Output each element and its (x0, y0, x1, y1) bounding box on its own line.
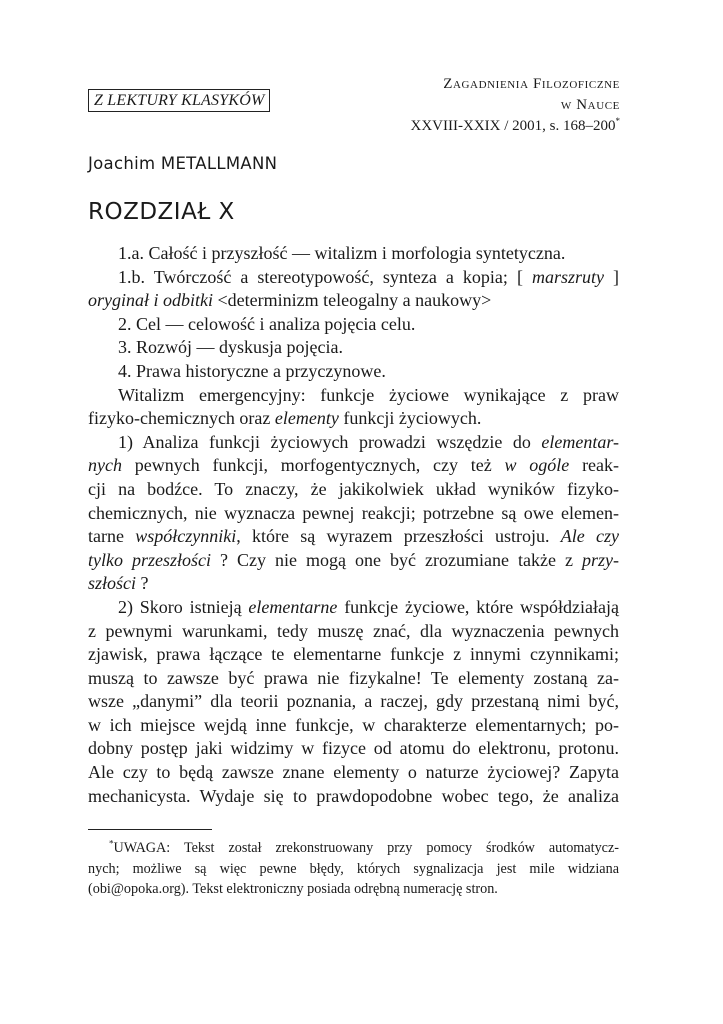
footnote-marker: * (109, 838, 114, 849)
body-text (88, 242, 619, 808)
chapter-title: ROZDZIAŁ X (88, 199, 235, 225)
toc-item-1b-cont: oryginał i odbitki <determinizm teleogalny a naukowy> (88, 290, 492, 311)
witalizm-line-1: Witalizm emergencyjny: funkcje życiowe wynikające z praw (118, 384, 619, 405)
footnote-line-2: nych; możliwe są więc pewne błędy, których sygnalizacja jest mile widziana (88, 860, 619, 877)
paragraph-1-line-4: chemicznych, nie wyznacza pewnej reakcji; potrzebne są owe elemen- (88, 502, 619, 523)
paragraph-2-line-2: z pewnymi warunkami, tedy muszę znać, dla wyznaczenia pewnych (88, 620, 619, 641)
paragraph-2-line-7: dobny postęp jaki widzimy w fizyce od atomu do elektronu, protonu. (88, 738, 619, 759)
toc-item-4: 4. Prawa historyczne a przyczynowe. (118, 360, 386, 381)
witalizm-line-2: fizyko-chemicznych oraz elementy funkcji życiowych. (88, 408, 482, 429)
paragraph-1-line-3: cji na bodźce. To znaczy, że jakikolwiek układ wyników fizyko- (88, 478, 619, 499)
toc-item-3: 3. Rozwój — dyskusja pojęcia. (118, 337, 343, 358)
journal-name-line2: w Nauce (560, 97, 620, 113)
author-name: Joachim METALLMANN (88, 154, 278, 173)
section-label: Z LEKTURY KLASYKÓW (88, 89, 270, 112)
footnote-line-3: (obi@opoka.org). Tekst elektroniczny posiada odrębną numerację stron. (88, 881, 498, 897)
journal-footnote-marker: * (615, 116, 620, 126)
journal-info (411, 74, 620, 137)
toc-item-2: 2. Cel — celowość i analiza pojęcia celu. (118, 313, 416, 334)
paragraph-2-line-8: Ale czy to będą zawsze znane elementy o naturze życiowej? Zapyta (88, 762, 619, 783)
toc-item-1a: 1.a. Całość i przyszłość — witalizm i morfologia syntetyczna. (118, 243, 566, 263)
paragraph-1-line-2: nych pewnych funkcji, morfogentycznych, czy też w ogóle reak- (88, 455, 620, 476)
toc-item-1b: 1.b. Twórczość a stereotypowość, synteza a kopia; [ marszruty ] (118, 266, 620, 287)
footnote (88, 838, 619, 900)
paragraph-2-line-5: wsze „danymi” dla teorii poznania, a raczej, gdy przestaną nimi być, (88, 691, 619, 712)
paragraph-2-line-9: mechanicysta. Wydaje się to prawdopodobne wobec tego, że analiza (88, 785, 619, 806)
footnote-line-1: *UWAGA: Tekst został zrekonstruowany przy pomocy środków automatycz- (109, 838, 619, 856)
paragraph-1-line-7: szłości ? (88, 573, 149, 594)
paragraph-2-line-6: w ich miejsce wejdą inne funkcje, w charakterze elementarnych; po- (88, 714, 619, 735)
paragraph-1-line-1: 1) Analiza funkcji życiowych prowadzi wszędzie do elementar- (118, 431, 619, 452)
paragraph-2-line-1: 2) Skoro istnieją elementarne funkcje życiowe, które współdziałają (118, 596, 619, 617)
footnote-divider (88, 829, 212, 830)
paragraph-2-line-3: zjawisk, prawa łączące te elementarne funkcje z innymi czynnikami; (88, 644, 619, 665)
paragraph-1-line-5: tarne współczynniki, które są wyrazem przeszłości ustroju. Ale czy (88, 526, 620, 547)
journal-issue-pages: XXVIII-XXIX / 2001, s. 168–200* (410, 116, 620, 134)
journal-name-line1: Zagadnienia Filozoficzne (443, 76, 620, 92)
paragraph-1-line-6: tylko przeszłości ? Czy nie mogą one być zrozumiane także z przy- (88, 549, 619, 570)
paragraph-2-line-4: muszą to zawsze być prawa nie fizykalne! Te elementy zostaną za- (88, 667, 619, 688)
